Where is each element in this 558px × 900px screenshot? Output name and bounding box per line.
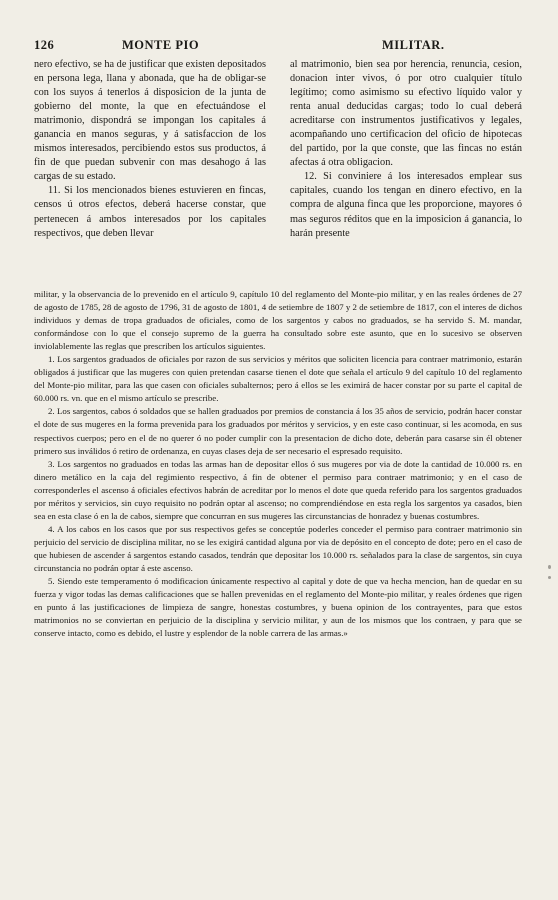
- header-title-right: MILITAR.: [382, 38, 445, 52]
- rule-3: 3. Los sargentos no graduados en todas las armas han de depositar ellos ó sus mugeres por via de dote la cantidad de 10.000 rs. en dinero metálico en la caja del regimiento respectivo, á fin de obtener el permiso para contraer matrimonio; y en el caso de corresponderles el ascenso á oficiales efectivos habrán de acreditar por lo menos el dote que queda referido para los sargentos graduados por méritos y servicios, sin cuyo requisito no podrán optar al ascenso; no comprendiéndose en esta regla los sargentos ya casados, bien sea en esta clase ó en la de cabos, siempre que concurran en sus mugeres las circunstancias de honradez y buenas costumbres.: [34, 458, 522, 521]
- page-number: 126: [34, 38, 55, 52]
- rule-1: 1. Los sargentos graduados de oficiales por razon de sus servicios y méritos que soliciten licencia para contraer matrimonio, estarán obligados á justificar que las mugeres con quien pretendan casarse tienen el dote que señala el artículo 9 del capítulo 10 del reglamento del Monte-pio militar, para las que casen con oficiales subalternos; pero á ellos se les eximirá de hacer constar por su parte el capital de 60.000 rs. vn. que en el mismo artículo se prescribe.: [34, 354, 522, 404]
- left-column: [34, 58, 266, 241]
- rule-5: 5. Siendo este temperamento ó modificacion únicamente respectivo al capital y dote de que va hecha mencion, han de quedar en su fuerza y vigor todas las demas calificaciones que se hallen prevenidas en el reglamento del Monte-pio militar, y reales órdenes que rigen en punto á las justificaciones de limpieza de sangre, honestas costumbres, y buena opinion de los contrayentes, para que estos matrimonios no se conviertan en perjuicio de la disciplina y servicio militar, y aun de los mismos que los contraen, y para que se conserve intacto, como es debido, el lustre y esplendor de la noble carrera de las armas.»: [34, 576, 522, 639]
- article-12: 12. Si conviniere á los interesados emplear sus capitales, cuando los tengan en dinero efectivo, en la compra de alguna finca que les proporcione, mayores ó mas seguros réditos que en la imposicion á ganancia, lo harán presente: [290, 171, 522, 239]
- right-column: [290, 58, 522, 241]
- ink-speck: [548, 565, 551, 569]
- paragraph: militar, y la observancia de lo prevenido en el artículo 9, capítulo 10 del reglamento del Monte-pio militar, y en las reales órdenes de 27 de agosto de 1785, 28 de agosto de 1796, 31 de agosto de 1801, 4 de setiembre de 1807 y 2 de setiembre de 1817, con el interes de dichos individuos y demas de tropa graduados de oficiales, como de los sargentos y cabos no graduados, se ha servido S. M. mandar, conformándose con lo que el consejo supremo de la guerra ha consultado sobre este asunto, que en lo sucesivo se observen inviolablemente las reglas que prescriben los artículos siguientes.: [34, 289, 523, 352]
- paragraph: nero efectivo, se ha de justificar que existen depositados en persona lega, llana y abonada, que ha de obligar-se con los suyos á tenerlos á disposicion de la junta de gobierno del monte, la que en efectuándose el matrimonio, dispondrá se impongan los capitales á ganancia en manos seguras, y á satisfaccion de los mismos interesados, percibiendo estos sus productos, á fin de que puedan subvenir con mas desahogo á las cargas de su estado.: [34, 59, 266, 183]
- header-title-left: MONTE PIO: [122, 38, 200, 52]
- article-11: 11. Si los mencionados bienes estuvieren en fincas, censos ú otros efectos, deberá hacerse constar, que pertenecen á ambos interesados por los capitales respectivos, que deben llevar: [34, 185, 266, 239]
- rule-4: 4. A los cabos en los casos que por sus respectivos gefes se conceptúe poderles conceder el permiso para contraer matrimonio sin perjuicio del servicio de disciplina militar, no se les exigirá cantidad alguna por via de depósito en el concepto de dote; pero en el caso de que hubiesen de ascender á sargentos estando casados, tendrán que depositar los 10.000 rs. señalados para la clase de sargentos, sin cuya circunstancia no podrán optar á este ascenso.: [34, 523, 522, 573]
- full-width-text: [34, 288, 522, 640]
- paragraph: al matrimonio, bien sea por herencia, renuncia, cesion, donacion inter vivos, ó por otro cualquier título legítimo; como asimismo su efectivo líquido valor y renta anual deducidas cargas; todo lo cual deberá acreditarse con instrumentos justificativos y legales, acompañando uno certificacion del oficio de hipotecas del partido, por la que conste, que las fincas no están afectas á otra obligacion.: [290, 59, 522, 169]
- rule-2: 2. Los sargentos, cabos ó soldados que se hallen graduados por premios de constancia á los 35 años de servicio, podrán hacer constar el dote de sus mugeres en la forma prevenida para los graduados por méritos y servicios, y en este caso continuar, si les acomoda, en sus respectivos cuerpos; pero en el de no querer ó no poder cumplir con la presentacion de dicho dote, deberán para casarse sin él obtener primero sus inválidos ó retiro de ordenanza, en cuyas clases deja de ser necesario el espresado requisito.: [34, 406, 522, 456]
- running-header: [0, 38, 558, 56]
- ink-speck: [548, 576, 551, 579]
